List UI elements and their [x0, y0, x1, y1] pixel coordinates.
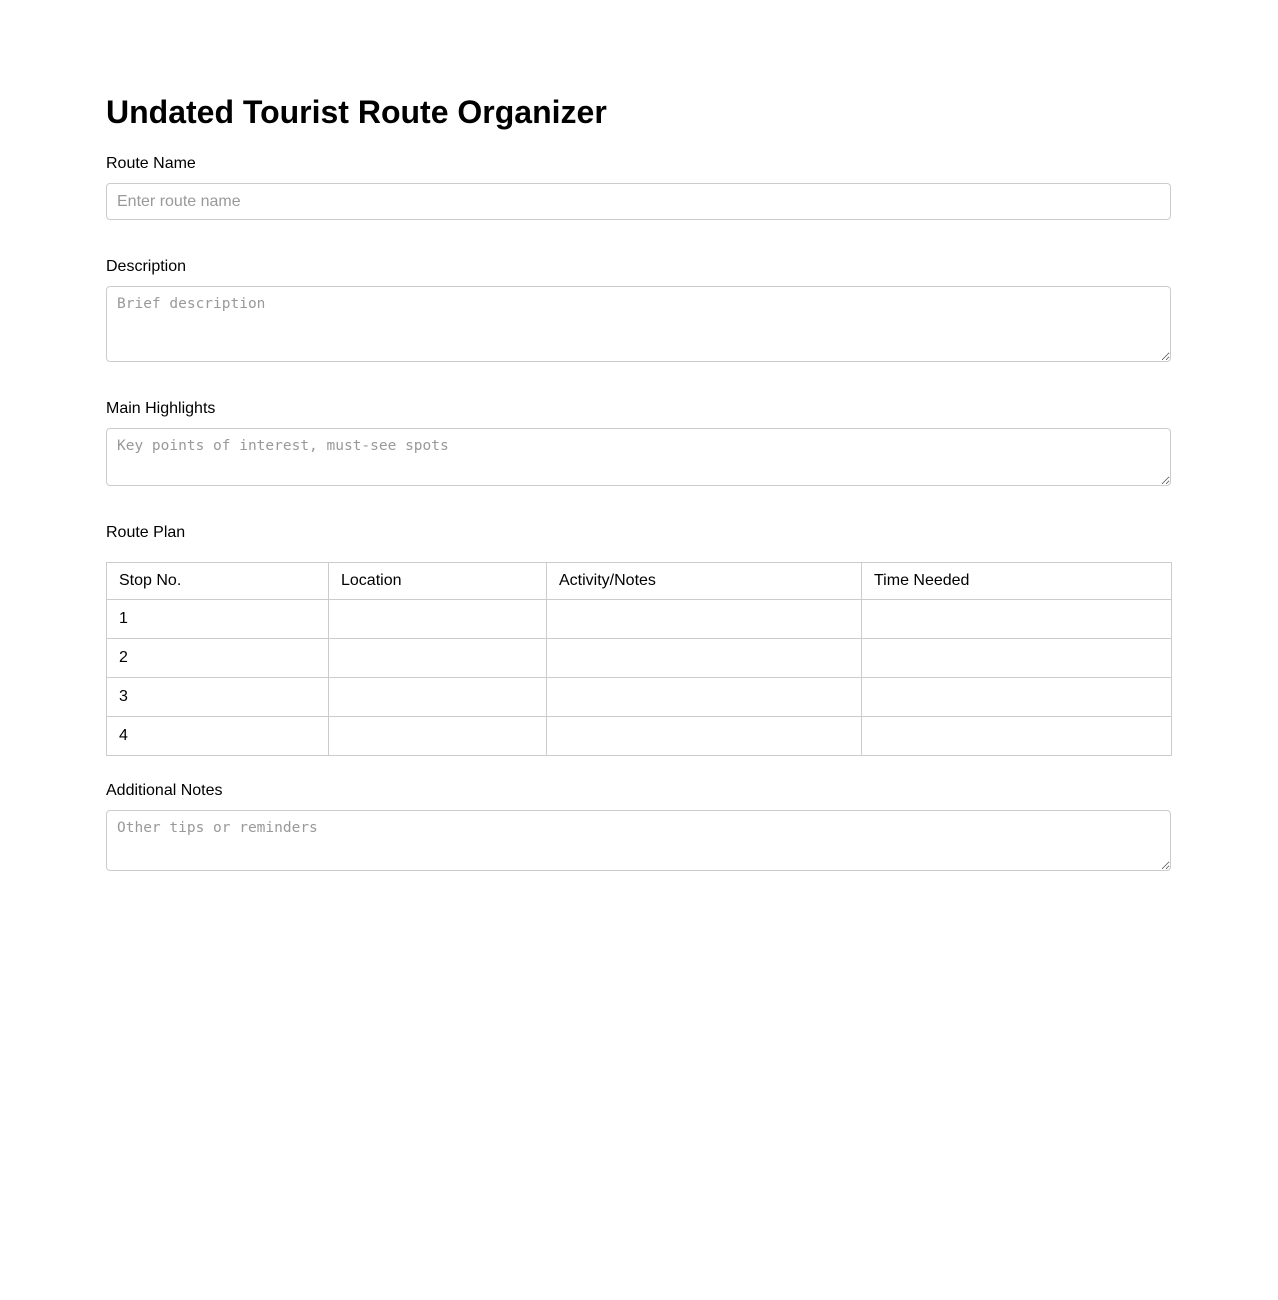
cell-activity-notes: [547, 639, 862, 678]
column-header-activity-notes: Activity/Notes: [547, 563, 862, 600]
cell-time-needed: [862, 639, 1172, 678]
column-header-time-needed: Time Needed: [862, 563, 1172, 600]
field-route-name: [106, 155, 1171, 220]
column-header-stop-no: Stop No.: [107, 563, 329, 600]
main-highlights-textarea[interactable]: [106, 428, 1171, 486]
field-route-plan: [106, 524, 1171, 756]
field-main-highlights: [106, 400, 1171, 486]
description-label: Description: [106, 258, 187, 275]
main-highlights-label: Main Highlights: [106, 400, 216, 417]
cell-location: [329, 600, 547, 639]
cell-time-needed: [862, 678, 1172, 717]
cell-activity-notes: [547, 717, 862, 756]
cell-stop-no: 2: [107, 639, 329, 678]
additional-notes-textarea[interactable]: [106, 810, 1171, 871]
table-row: [107, 678, 1172, 717]
route-plan-label: Route Plan: [106, 524, 186, 541]
field-description: [106, 258, 1171, 362]
cell-location: [329, 717, 547, 756]
cell-time-needed: [862, 600, 1172, 639]
cell-stop-no: 4: [107, 717, 329, 756]
table-row: [107, 600, 1172, 639]
cell-location: [329, 678, 547, 717]
route-name-label: Route Name: [106, 155, 196, 172]
page-title: Undated Tourist Route Organizer: [106, 94, 607, 130]
route-plan-table: [106, 562, 1172, 756]
table-header-row: [107, 563, 1172, 600]
route-name-input[interactable]: [106, 183, 1171, 220]
form-container: [106, 0, 1171, 871]
description-textarea[interactable]: [106, 286, 1171, 362]
cell-stop-no: 3: [107, 678, 329, 717]
cell-activity-notes: [547, 600, 862, 639]
cell-location: [329, 639, 547, 678]
additional-notes-label: Additional Notes: [106, 782, 223, 799]
field-additional-notes: [106, 782, 1171, 871]
table-row: [107, 639, 1172, 678]
cell-activity-notes: [547, 678, 862, 717]
table-row: [107, 717, 1172, 756]
cell-stop-no: 1: [107, 600, 329, 639]
cell-time-needed: [862, 717, 1172, 756]
column-header-location: Location: [329, 563, 547, 600]
